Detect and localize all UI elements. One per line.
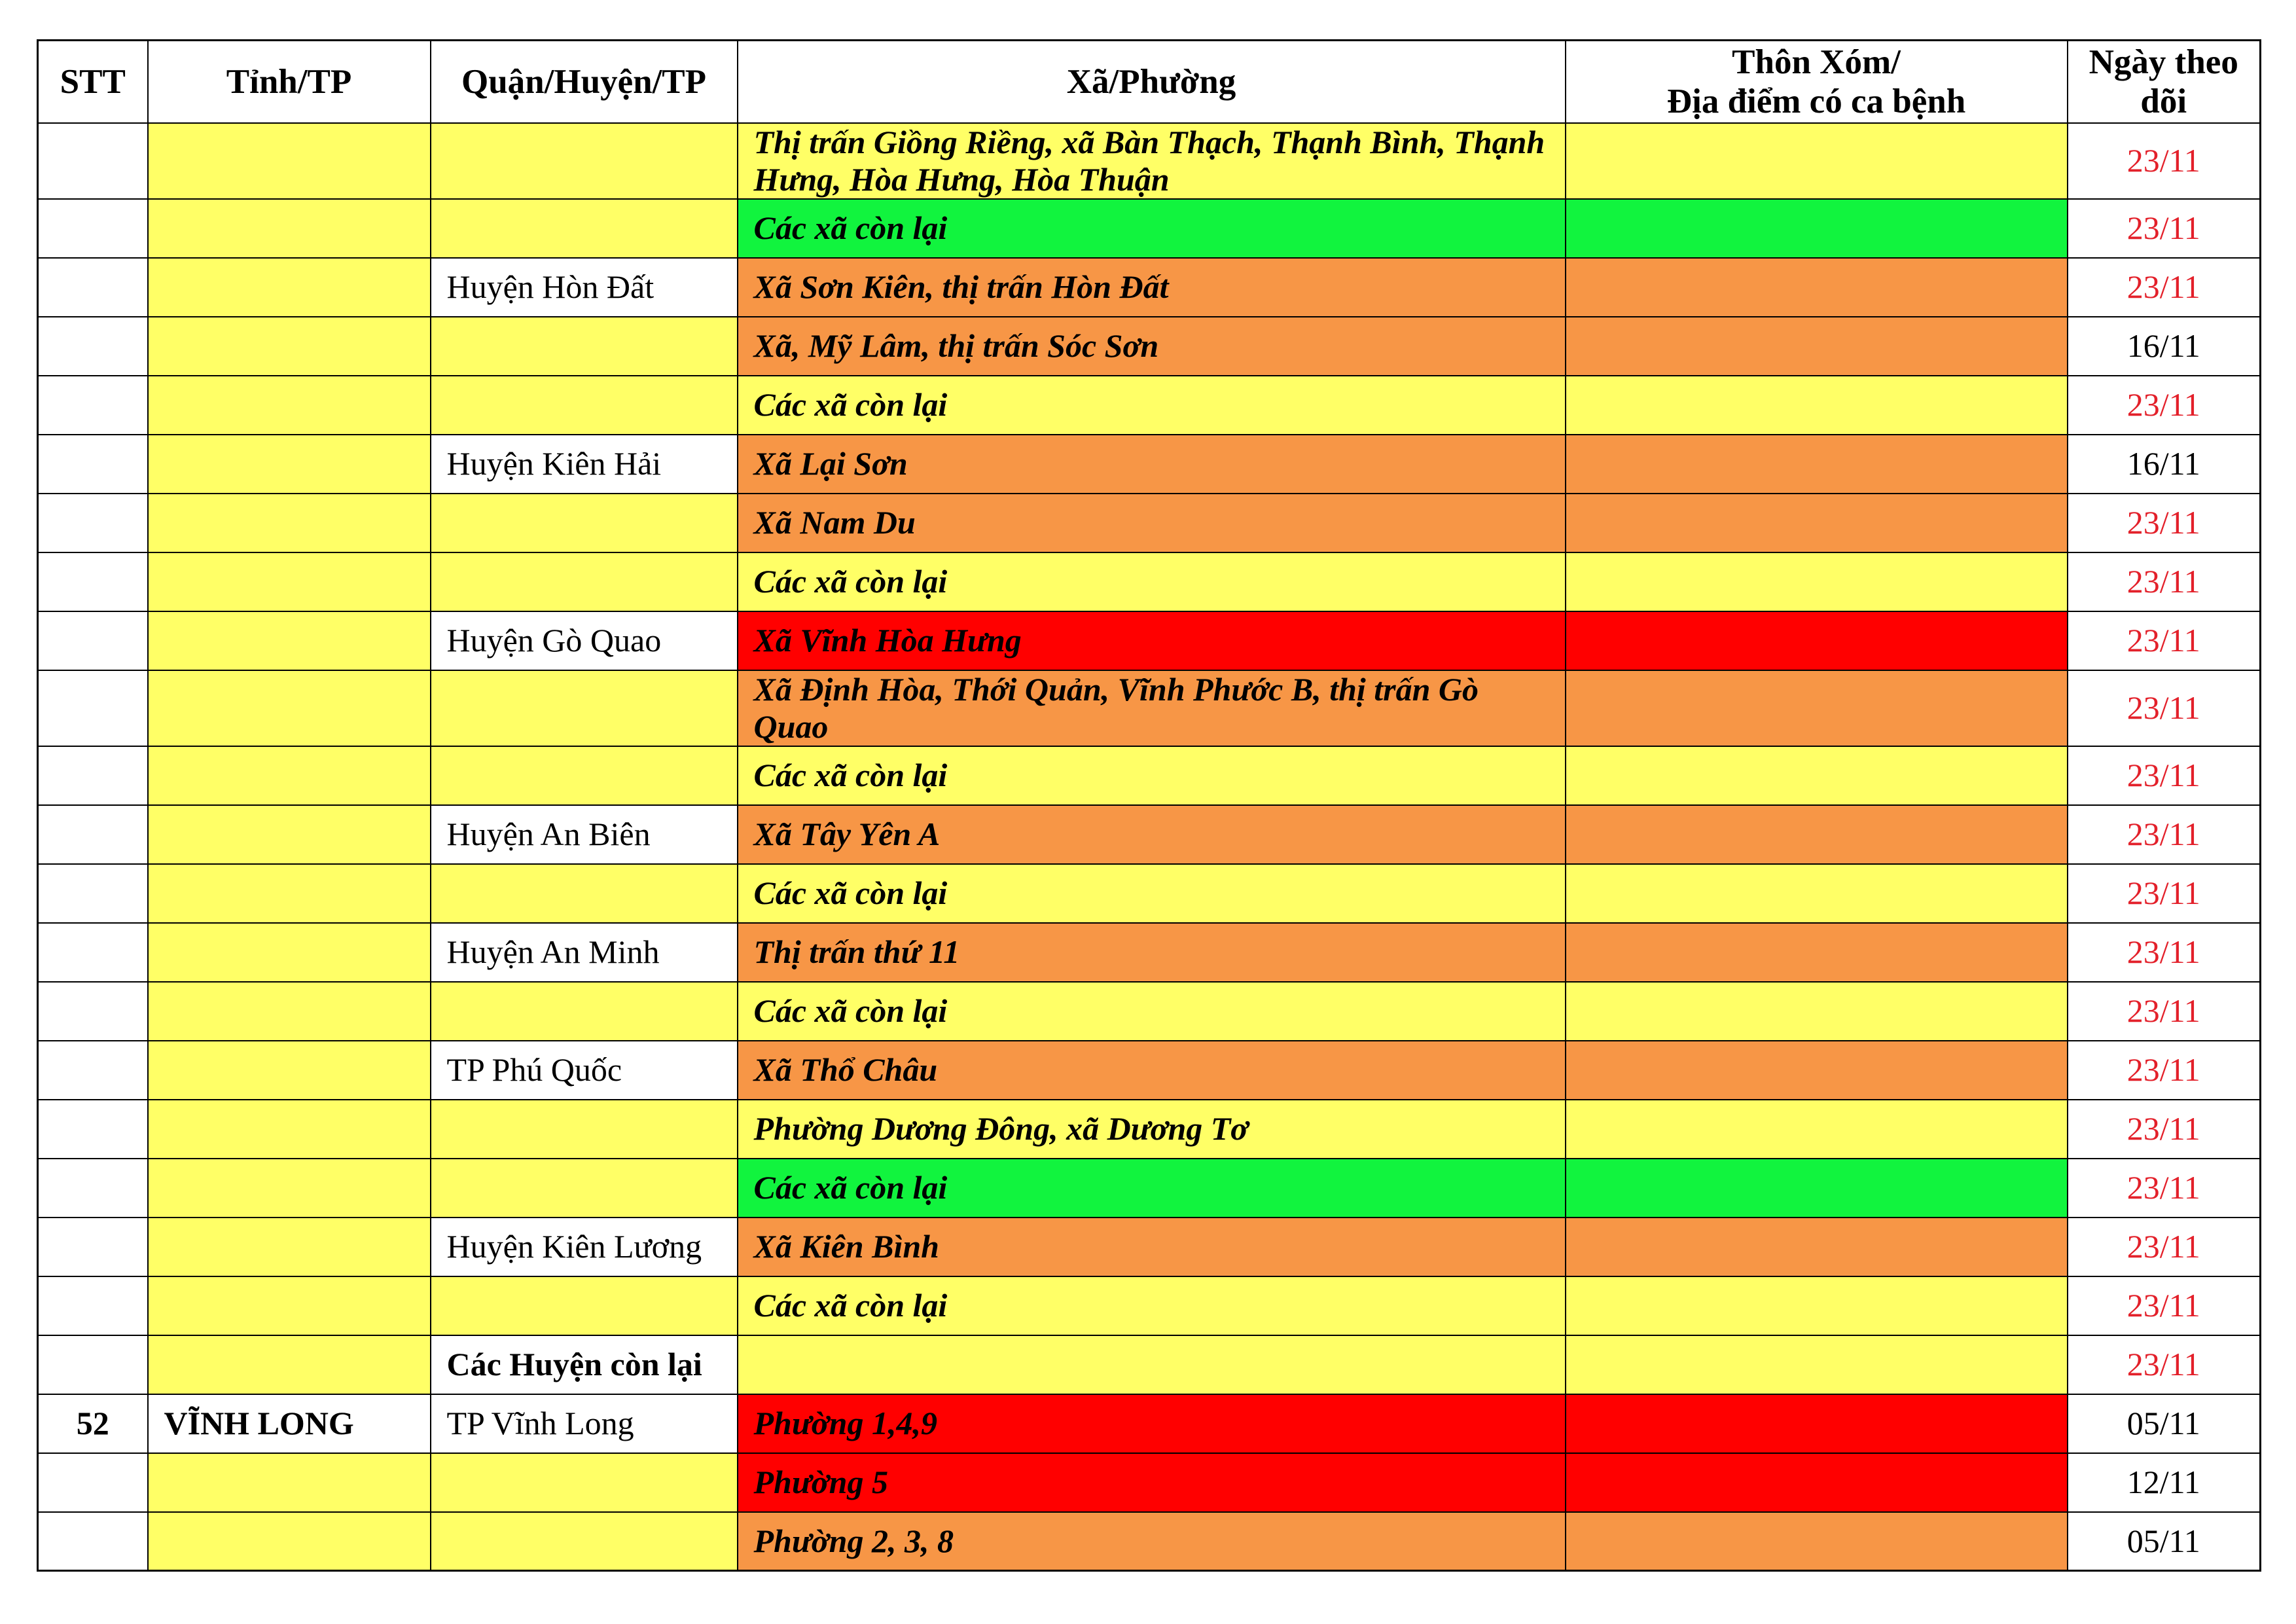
- table-row: [38, 670, 2261, 746]
- table-row: [38, 1100, 2261, 1159]
- province-cell: [148, 123, 431, 199]
- follow-date-cell: 05/11: [2068, 1512, 2261, 1571]
- stt-cell: [38, 494, 148, 552]
- commune-cell: Các xã còn lại: [738, 376, 1566, 435]
- province-cell: [148, 670, 431, 746]
- stt-cell: [38, 746, 148, 805]
- location-cell: [1566, 258, 2068, 317]
- province-cell: [148, 805, 431, 864]
- follow-date-cell: 23/11: [2068, 376, 2261, 435]
- commune-cell: Xã Nam Du: [738, 494, 1566, 552]
- district-cell: [431, 494, 738, 552]
- follow-date-cell: 23/11: [2068, 552, 2261, 611]
- follow-date-cell: 12/11: [2068, 1453, 2261, 1512]
- stt-cell: [38, 258, 148, 317]
- table-row: [38, 1394, 2261, 1453]
- follow-date-cell: 23/11: [2068, 864, 2261, 923]
- follow-date-cell: 23/11: [2068, 494, 2261, 552]
- district-cell: Huyện Gò Quao: [431, 611, 738, 670]
- district-cell: [431, 1276, 738, 1335]
- follow-date-cell: 23/11: [2068, 1276, 2261, 1335]
- follow-date-cell: 23/11: [2068, 1100, 2261, 1159]
- location-cell: [1566, 746, 2068, 805]
- follow-date-cell: 23/11: [2068, 1041, 2261, 1100]
- stt-cell: [38, 1276, 148, 1335]
- province-cell: [148, 1276, 431, 1335]
- header-province: Tỉnh/TP: [148, 41, 431, 123]
- province-cell: [148, 1159, 431, 1218]
- province-cell: [148, 923, 431, 982]
- province-cell: [148, 1453, 431, 1512]
- province-cell: [148, 199, 431, 258]
- commune-cell: Phường 5: [738, 1453, 1566, 1512]
- stt-cell: [38, 1512, 148, 1571]
- commune-cell: [738, 1335, 1566, 1394]
- table-row: [38, 1218, 2261, 1276]
- table-row: [38, 1041, 2261, 1100]
- district-cell: [431, 864, 738, 923]
- follow-date-cell: 16/11: [2068, 317, 2261, 376]
- district-cell: [431, 199, 738, 258]
- commune-cell: Xã Định Hòa, Thới Quản, Vĩnh Phước B, thị trấn Gò Quao: [738, 670, 1566, 746]
- table-row: [38, 317, 2261, 376]
- stt-cell: [38, 1041, 148, 1100]
- province-cell: VĨNH LONG: [148, 1394, 431, 1453]
- table-row: [38, 1335, 2261, 1394]
- province-cell: [148, 982, 431, 1041]
- location-cell: [1566, 1276, 2068, 1335]
- location-cell: [1566, 923, 2068, 982]
- header-location-line2: Địa điểm có ca bệnh: [1666, 82, 1966, 120]
- table-row: [38, 611, 2261, 670]
- commune-cell: Xã Lại Sơn: [738, 435, 1566, 494]
- stt-cell: [38, 670, 148, 746]
- follow-date-cell: 16/11: [2068, 435, 2261, 494]
- district-cell: [431, 1159, 738, 1218]
- header-row: [38, 41, 2261, 123]
- stt-cell: [38, 982, 148, 1041]
- header-district: Quận/Huyện/TP: [431, 41, 738, 123]
- location-cell: [1566, 864, 2068, 923]
- location-cell: [1566, 317, 2068, 376]
- stt-cell: [38, 805, 148, 864]
- commune-cell: Các xã còn lại: [738, 552, 1566, 611]
- province-cell: [148, 1335, 431, 1394]
- commune-cell: Phường 2, 3, 8: [738, 1512, 1566, 1571]
- province-cell: [148, 552, 431, 611]
- commune-cell: Các xã còn lại: [738, 864, 1566, 923]
- follow-date-cell: 23/11: [2068, 805, 2261, 864]
- district-cell: Huyện An Minh: [431, 923, 738, 982]
- header-follow-date: Ngày theo dõi: [2068, 41, 2261, 123]
- stt-cell: [38, 1335, 148, 1394]
- table-row: [38, 923, 2261, 982]
- commune-cell: Các xã còn lại: [738, 982, 1566, 1041]
- province-cell: [148, 376, 431, 435]
- table-row: [38, 376, 2261, 435]
- commune-cell: Xã, Mỹ Lâm, thị trấn Sóc Sơn: [738, 317, 1566, 376]
- follow-date-cell: 23/11: [2068, 199, 2261, 258]
- stt-cell: [38, 864, 148, 923]
- table-row: [38, 1276, 2261, 1335]
- commune-cell: Xã Thổ Châu: [738, 1041, 1566, 1100]
- commune-cell: Thị trấn Giồng Riềng, xã Bàn Thạch, Thạnh Bình, Thạnh Hưng, Hòa Hưng, Hòa Thuận: [738, 123, 1566, 199]
- district-cell: [431, 746, 738, 805]
- follow-date-cell: 23/11: [2068, 746, 2261, 805]
- location-cell: [1566, 982, 2068, 1041]
- follow-date-cell: 23/11: [2068, 1218, 2261, 1276]
- stt-cell: [38, 1453, 148, 1512]
- table-row: [38, 552, 2261, 611]
- province-cell: [148, 317, 431, 376]
- follow-date-cell: 05/11: [2068, 1394, 2261, 1453]
- commune-cell: Các xã còn lại: [738, 199, 1566, 258]
- province-cell: [148, 1041, 431, 1100]
- province-cell: [148, 611, 431, 670]
- follow-date-cell: 23/11: [2068, 982, 2261, 1041]
- location-cell: [1566, 1041, 2068, 1100]
- location-cell: [1566, 1335, 2068, 1394]
- table-row: [38, 805, 2261, 864]
- province-cell: [148, 864, 431, 923]
- table-row: [38, 258, 2261, 317]
- province-cell: [148, 494, 431, 552]
- table-row: [38, 494, 2261, 552]
- location-cell: [1566, 552, 2068, 611]
- stt-cell: [38, 1159, 148, 1218]
- province-cell: [148, 435, 431, 494]
- commune-cell: Các xã còn lại: [738, 746, 1566, 805]
- district-cell: [431, 1100, 738, 1159]
- stt-cell: [38, 552, 148, 611]
- district-cell: [431, 552, 738, 611]
- location-cell: [1566, 123, 2068, 199]
- table-row: [38, 123, 2261, 199]
- location-cell: [1566, 1100, 2068, 1159]
- follow-date-cell: 23/11: [2068, 1159, 2261, 1218]
- location-cell: [1566, 1159, 2068, 1218]
- location-cell: [1566, 1394, 2068, 1453]
- stt-cell: [38, 611, 148, 670]
- header-location-line1: Thôn Xóm/: [1732, 43, 1901, 81]
- table-row: [38, 1453, 2261, 1512]
- header-location: [1566, 41, 2068, 123]
- table-header: [38, 41, 2261, 123]
- header-stt: STT: [38, 41, 148, 123]
- table-row: [38, 982, 2261, 1041]
- district-cell: [431, 1453, 738, 1512]
- district-cell: [431, 982, 738, 1041]
- location-cell: [1566, 494, 2068, 552]
- location-cell: [1566, 1512, 2068, 1571]
- province-cell: [148, 746, 431, 805]
- location-cell: [1566, 805, 2068, 864]
- location-cell: [1566, 199, 2068, 258]
- province-cell: [148, 1512, 431, 1571]
- commune-cell: Các xã còn lại: [738, 1159, 1566, 1218]
- province-cell: [148, 1218, 431, 1276]
- location-cell: [1566, 611, 2068, 670]
- commune-cell: Phường Dương Đông, xã Dương Tơ: [738, 1100, 1566, 1159]
- header-commune: Xã/Phường: [738, 41, 1566, 123]
- table-body: [38, 123, 2261, 1571]
- district-cell: [431, 376, 738, 435]
- commune-cell: Phường 1,4,9: [738, 1394, 1566, 1453]
- outbreak-area-table: [37, 39, 2261, 1572]
- stt-cell: [38, 317, 148, 376]
- follow-date-cell: 23/11: [2068, 611, 2261, 670]
- district-cell: Huyện Hòn Đất: [431, 258, 738, 317]
- follow-date-cell: 23/11: [2068, 670, 2261, 746]
- district-cell: [431, 317, 738, 376]
- commune-cell: Xã Vĩnh Hòa Hưng: [738, 611, 1566, 670]
- district-cell: Huyện Kiên Hải: [431, 435, 738, 494]
- district-cell: TP Vĩnh Long: [431, 1394, 738, 1453]
- table-row: [38, 1159, 2261, 1218]
- table-row: [38, 435, 2261, 494]
- follow-date-cell: 23/11: [2068, 258, 2261, 317]
- stt-cell: 52: [38, 1394, 148, 1453]
- location-cell: [1566, 435, 2068, 494]
- stt-cell: [38, 199, 148, 258]
- table-row: [38, 1512, 2261, 1571]
- table-row: [38, 199, 2261, 258]
- district-cell: Huyện Kiên Lương: [431, 1218, 738, 1276]
- location-cell: [1566, 670, 2068, 746]
- stt-cell: [38, 1100, 148, 1159]
- follow-date-cell: 23/11: [2068, 923, 2261, 982]
- location-cell: [1566, 1218, 2068, 1276]
- district-cell: TP Phú Quốc: [431, 1041, 738, 1100]
- table-row: [38, 746, 2261, 805]
- district-cell: Huyện An Biên: [431, 805, 738, 864]
- commune-cell: Xã Sơn Kiên, thị trấn Hòn Đất: [738, 258, 1566, 317]
- stt-cell: [38, 376, 148, 435]
- district-cell: [431, 670, 738, 746]
- district-cell: Các Huyện còn lại: [431, 1335, 738, 1394]
- district-cell: [431, 1512, 738, 1571]
- table-row: [38, 864, 2261, 923]
- stt-cell: [38, 1218, 148, 1276]
- commune-cell: Xã Kiên Bình: [738, 1218, 1566, 1276]
- follow-date-cell: 23/11: [2068, 123, 2261, 199]
- stt-cell: [38, 435, 148, 494]
- follow-date-cell: 23/11: [2068, 1335, 2261, 1394]
- stt-cell: [38, 123, 148, 199]
- province-cell: [148, 1100, 431, 1159]
- commune-cell: Các xã còn lại: [738, 1276, 1566, 1335]
- stt-cell: [38, 923, 148, 982]
- district-cell: [431, 123, 738, 199]
- province-cell: [148, 258, 431, 317]
- commune-cell: Xã Tây Yên A: [738, 805, 1566, 864]
- location-cell: [1566, 1453, 2068, 1512]
- commune-cell: Thị trấn thứ 11: [738, 923, 1566, 982]
- location-cell: [1566, 376, 2068, 435]
